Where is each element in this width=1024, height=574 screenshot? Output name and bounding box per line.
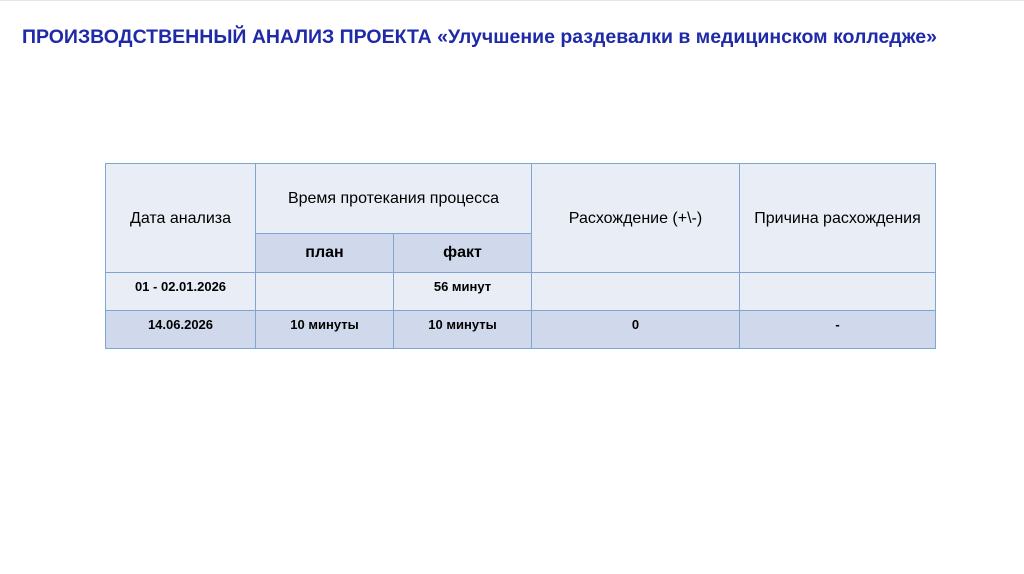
- cell-discrepancy: [532, 273, 740, 311]
- cell-discrepancy: 0: [532, 311, 740, 349]
- header-date: Дата анализа: [106, 164, 256, 273]
- cell-fact: 10 минуты: [394, 311, 532, 349]
- table-row: [106, 273, 936, 311]
- cell-date: 01 - 02.01.2026: [106, 273, 256, 311]
- cell-fact: 56 минут: [394, 273, 532, 311]
- analysis-table-container: [105, 163, 936, 349]
- header-plan: план: [256, 234, 394, 273]
- header-process-time: Время протекания процесса: [256, 164, 532, 234]
- header-discrepancy: Расхождение (+\-): [532, 164, 740, 273]
- header-reason: Причина расхождения: [740, 164, 936, 273]
- cell-date: 14.06.2026: [106, 311, 256, 349]
- cell-plan: 10 минуты: [256, 311, 394, 349]
- cell-reason: [740, 273, 936, 311]
- header-fact: факт: [394, 234, 532, 273]
- cell-reason: -: [740, 311, 936, 349]
- slide-top-border: [0, 0, 1024, 1]
- table-row: [106, 311, 936, 349]
- header-row: [106, 164, 936, 234]
- cell-plan: [256, 273, 394, 311]
- analysis-table: [105, 163, 936, 349]
- slide-title: ПРОИЗВОДСТВЕННЫЙ АНАЛИЗ ПРОЕКТА «Улучшение раздевалки в медицинском колледже»: [22, 26, 937, 48]
